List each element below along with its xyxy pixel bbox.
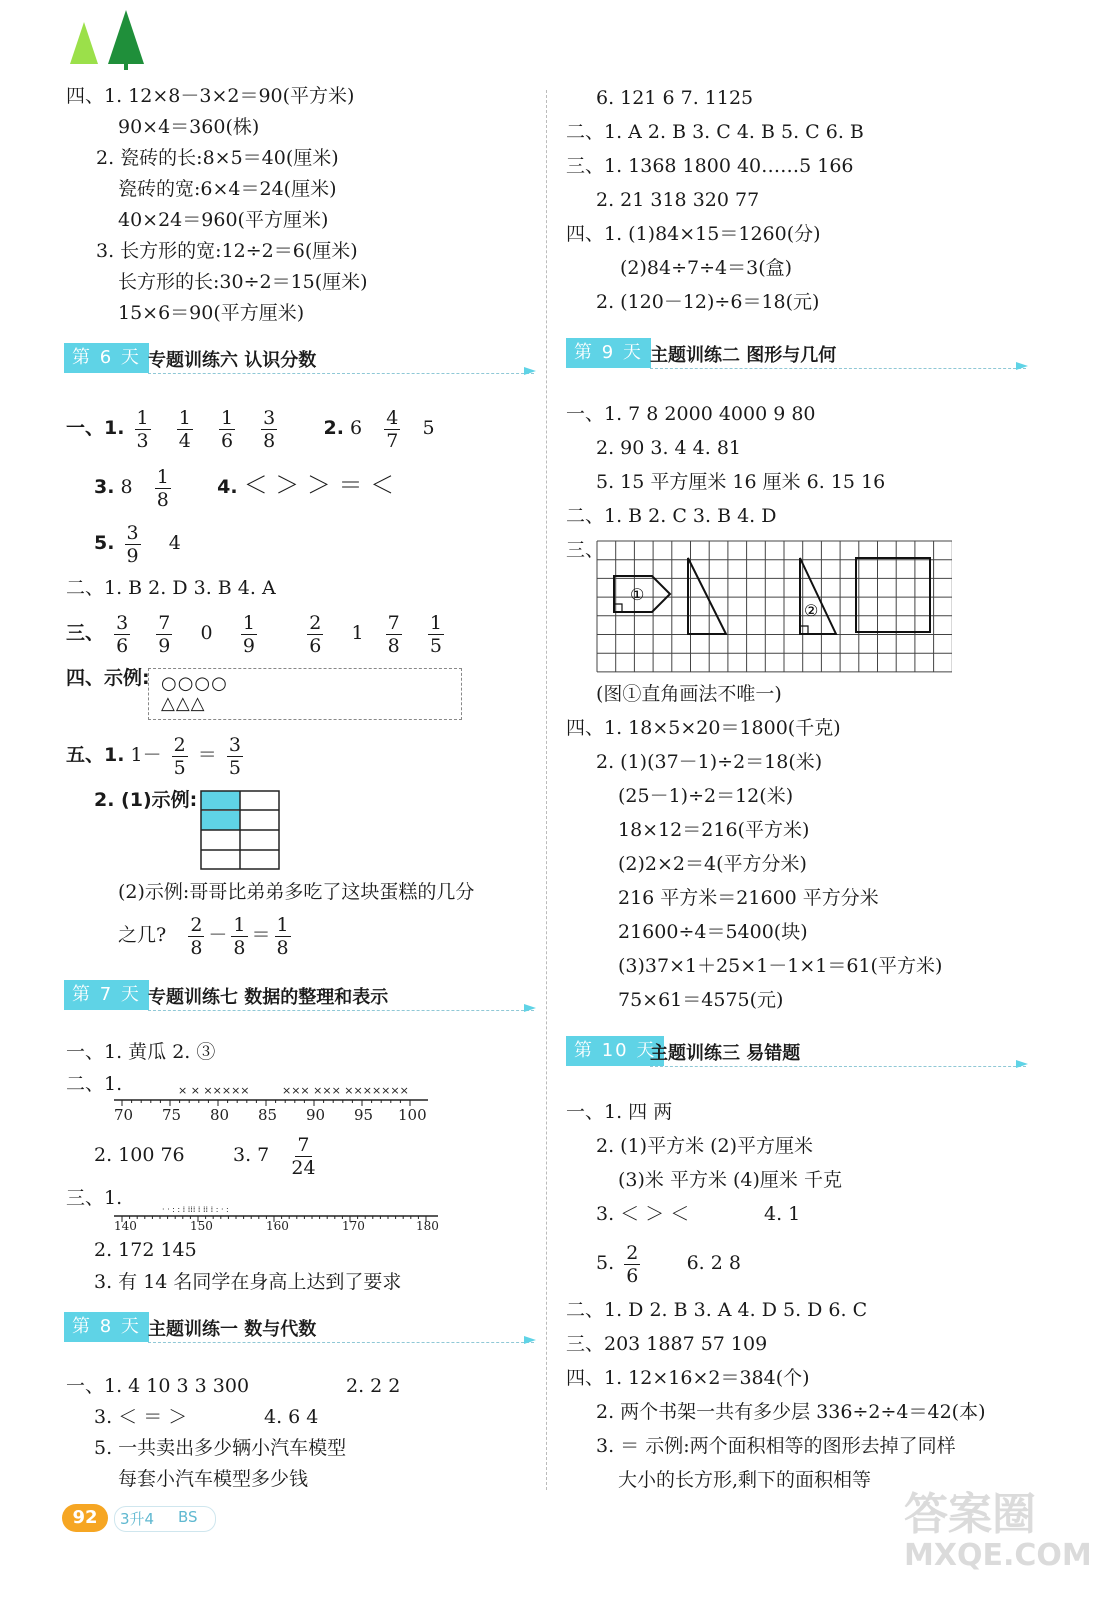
answer-line: 一、1. 7 8 2000 4000 9 80	[566, 403, 816, 425]
answer-line: 四、1. (1)84×15＝1260(分)	[566, 223, 821, 245]
day-badge: 第 7 天	[64, 980, 149, 1010]
answer-line: 2. (1)平方米 (2)平方厘米	[596, 1135, 814, 1157]
tick-label: 80	[210, 1106, 230, 1122]
fraction: $\frac{3}{5}$	[228, 733, 241, 779]
triangles: △△△	[161, 693, 206, 714]
tick-label: 140	[114, 1219, 137, 1232]
fraction: $\frac{2}{6}$	[309, 611, 322, 657]
edition-label: BS	[178, 1508, 198, 1526]
fraction: $\frac{3}{6}$	[116, 611, 129, 657]
watermark-text: 答案圈	[904, 1489, 1036, 1540]
answer-line: 90×4＝360(株)	[118, 116, 260, 138]
answer-line: 18×12＝216(平方米)	[618, 819, 810, 841]
section-title: 专题训练六 认识分数	[148, 350, 317, 371]
section-title: 主题训练一 数与代数	[148, 1319, 317, 1340]
answer-line: 一、1. 四 两	[566, 1101, 673, 1123]
day-badge: 第 9 天	[566, 338, 651, 368]
answer-line: 216 平方米＝21600 平方分米	[618, 887, 879, 909]
fraction: $\frac{2}{5}$	[173, 733, 186, 779]
answer-line: (3)米 平方米 (4)厘米 千克	[618, 1169, 842, 1191]
answer-line: (2)84÷7÷4＝3(盒)	[620, 257, 793, 279]
section-title: 主题训练二 图形与几何	[650, 345, 837, 366]
tick-label: 150	[190, 1219, 213, 1232]
tally-chart-1	[112, 1072, 432, 1122]
note: (图①直角画法不唯一)	[596, 683, 782, 705]
answer-line: 6. 121 6 7. 1125	[596, 87, 754, 109]
tick-label: 180	[416, 1219, 439, 1232]
section-header-day9	[566, 338, 1026, 372]
answer-line: 2. 172 145	[94, 1239, 197, 1261]
tick-label: 95	[354, 1106, 374, 1122]
answer-line: (3)37×1＋25×1－1×1＝61(平方米)	[618, 955, 943, 977]
answer-line: 2. 90 3. 4 4. 81	[596, 437, 742, 459]
section-header-day8	[64, 1312, 534, 1346]
tick-label: 85	[258, 1106, 278, 1122]
answer-line: 二、1. B 2. D 3. B 4. A	[66, 577, 276, 599]
answer-line: 瓷砖的宽:6×4＝24(厘米)	[118, 178, 337, 200]
answer-row-q3: 3. 8 $\frac{1}{8}$ 4. ＜ ＞ ＞ ＝ ＜	[94, 465, 395, 511]
answer-line: 3. 有 14 名同学在身高上达到了要求	[94, 1271, 402, 1293]
answer-line: 2. 21 318 320 77	[596, 189, 760, 211]
fraction: $\frac{7}{9}$	[158, 611, 171, 657]
fraction: $\frac{7}{24}$	[291, 1133, 316, 1179]
answer-row-s5: 五、1. 1－ $\frac{2}{5}$ ＝ $\frac{3}{5}$	[66, 733, 241, 779]
fraction: $\frac{1}{8}$	[276, 913, 289, 959]
answer-line: 2. 2 2	[346, 1375, 401, 1397]
answer-line: 一、1. 黄瓜 2. ③	[66, 1041, 216, 1063]
answer-label: 三、1.	[66, 1187, 123, 1209]
geometry-grid	[596, 540, 952, 674]
answer-line: 大小的长方形,剩下的面积相等	[618, 1469, 872, 1491]
svg-text:××× ××× ×××××××: ××× ××× ×××××××	[282, 1084, 409, 1097]
answer-line: 一、1. 4 10 3 3 300	[66, 1375, 250, 1397]
section-title: 专题训练七 数据的整理和表示	[148, 987, 389, 1008]
fraction: $\frac{4}{7}$	[386, 406, 399, 452]
shape-label: ②	[804, 601, 819, 620]
day-badge: 第 10 天	[566, 1036, 664, 1066]
svg-text:· · : : ⁞ ⁞⁞⁞ ⁞ ⁞⁞ ⁞: · · : : ⁞ ⁞⁞⁞ ⁞ ⁞⁞ ⁞ : · :	[162, 1205, 229, 1214]
answer-line: 四、1. 12×8－3×2＝90(平方米)	[66, 85, 355, 107]
page-footer	[62, 1504, 222, 1534]
answer-line: (2)2×2＝4(平方分米)	[618, 853, 807, 875]
answer-line: 21600÷4＝5400(块)	[618, 921, 808, 943]
answer-label: 四、示例:	[66, 667, 150, 689]
answer-line: 3. ＜ ＞ ＜	[596, 1203, 690, 1225]
section-title: 主题训练三 易错题	[650, 1043, 801, 1064]
answer-line: (2)示例:哥哥比弟弟多吃了这块蛋糕的几分	[118, 881, 475, 903]
fraction: $\frac{1}{3}$	[136, 406, 149, 452]
day-badge: 第 8 天	[64, 1312, 149, 1342]
answer-line: 四、1. 18×5×20＝1800(千克)	[566, 717, 841, 739]
answer-line: 二、1. A 2. B 3. C 4. B 5. C 6. B	[566, 121, 864, 143]
answer-row: 2. 100 76 3. 7 $\frac{7}{24}$	[94, 1133, 316, 1179]
fraction: $\frac{1}{4}$	[178, 406, 191, 452]
answer-line: 三、1. 1368 1800 40……5 166	[566, 155, 854, 177]
page-number: 92	[62, 1504, 108, 1532]
day-badge: 第 6 天	[64, 343, 149, 373]
answer-line: 3. ＝ 示例:两个面积相等的图形去掉了同样	[596, 1435, 956, 1457]
answer-line: (25－1)÷2＝12(米)	[618, 785, 794, 807]
section-header-day6	[64, 343, 534, 377]
fraction: $\frac{1}{9}$	[242, 611, 255, 657]
answer-line: 每套小汽车模型多少钱	[118, 1468, 309, 1490]
answer-label: 二、1.	[66, 1073, 123, 1095]
tick-label: 75	[162, 1106, 182, 1122]
fraction: $\frac{1}{5}$	[429, 611, 442, 657]
answer-line: 15×6＝90(平方厘米)	[118, 302, 305, 324]
answer-line: 4. 1	[764, 1203, 801, 1225]
answer-label: 三、	[566, 539, 605, 561]
answer-row-q5: 5. $\frac{3}{9}$ 4	[94, 521, 181, 567]
section-header-day10	[566, 1036, 1026, 1070]
answer-line: 2. (120－12)÷6＝18(元)	[596, 291, 820, 313]
tree-icon	[64, 8, 154, 70]
tick-label: 170	[342, 1219, 365, 1232]
answer-line: 5. 15 平方厘米 16 厘米 6. 15 16	[596, 471, 886, 493]
answer-line: 三、203 1887 57 109	[566, 1333, 768, 1355]
answer-row-q1: 一、1. $\frac{1}{3}$ $\frac{1}{4}$ $\frac{1}{6}$ $\frac{3}{8}$ 2. 6 $\frac{4}{7}$ 5	[66, 406, 435, 452]
answer-label: 2. (1)示例:	[94, 789, 198, 811]
tick-label: 70	[114, 1106, 134, 1122]
fraction: $\frac{7}{8}$	[387, 611, 400, 657]
shape-label: ①	[630, 585, 645, 604]
fraction: $\frac{1}{8}$	[233, 913, 246, 959]
cake-grid-example	[200, 790, 282, 872]
tally-chart-2	[112, 1188, 442, 1232]
tick-label: 100	[398, 1106, 427, 1122]
tick-label: 160	[266, 1219, 289, 1232]
fraction: $\frac{2}{6}$	[626, 1241, 639, 1287]
fraction: $\frac{3}{8}$	[263, 406, 276, 452]
column-divider	[546, 90, 547, 1490]
section-header-day7	[64, 980, 534, 1014]
answer-line: 3. ＜ ＝ ＞	[94, 1406, 188, 1428]
shapes-example-box	[148, 668, 462, 720]
circles: ○○○○	[161, 673, 228, 694]
answer-line: 2. 瓷砖的长:8×5＝40(厘米)	[96, 147, 339, 169]
fraction: $\frac{2}{8}$	[190, 913, 203, 959]
answer-line: 4. 6 4	[264, 1406, 319, 1428]
answer-row: 之几? $\frac{2}{8}$ － $\frac{1}{8}$ ＝ $\frac{1}{8}$	[118, 913, 289, 959]
answer-line: 2. (1)(37－1)÷2＝18(米)	[596, 751, 823, 773]
watermark-url: MXQE.COM	[904, 1538, 1092, 1573]
fraction: $\frac{1}{6}$	[220, 406, 234, 452]
answer-line: 长方形的长:30÷2＝15(厘米)	[118, 271, 368, 293]
svg-text:× × ×××××: × × ×××××	[178, 1084, 250, 1097]
fraction: $\frac{3}{9}$	[126, 521, 139, 567]
answer-line: 二、1. B 2. C 3. B 4. D	[566, 505, 777, 527]
answer-line: 5. 一共卖出多少辆小汽车模型	[94, 1437, 347, 1459]
answer-line: 3. 长方形的宽:12÷2＝6(厘米)	[96, 240, 358, 262]
answer-line: 2. 两个书架一共有多少层 336÷2÷4＝42(本)	[596, 1401, 986, 1423]
tick-label: 90	[306, 1106, 326, 1122]
answer-row: 5. $\frac{2}{6}$ 6. 2 8	[596, 1241, 741, 1287]
grade-label: 3升4	[120, 1510, 155, 1528]
answer-line: 二、1. D 2. B 3. A 4. D 5. D 6. C	[566, 1299, 868, 1321]
answer-line: 四、1. 12×16×2＝384(个)	[566, 1367, 810, 1389]
answer-row-s3: 三、 $\frac{3}{6}$ $\frac{7}{9}$ 0 $\frac{1}{9}$ $\frac{2}{6}$ 1 $\frac{7}{8}$ $\frac{1}{5}$	[66, 611, 442, 657]
answer-line: 75×61＝4575(元)	[618, 989, 784, 1011]
answer-line: 40×24＝960(平方厘米)	[118, 209, 329, 231]
fraction: $\frac{1}{8}$	[156, 465, 169, 511]
watermark	[900, 1478, 1092, 1588]
